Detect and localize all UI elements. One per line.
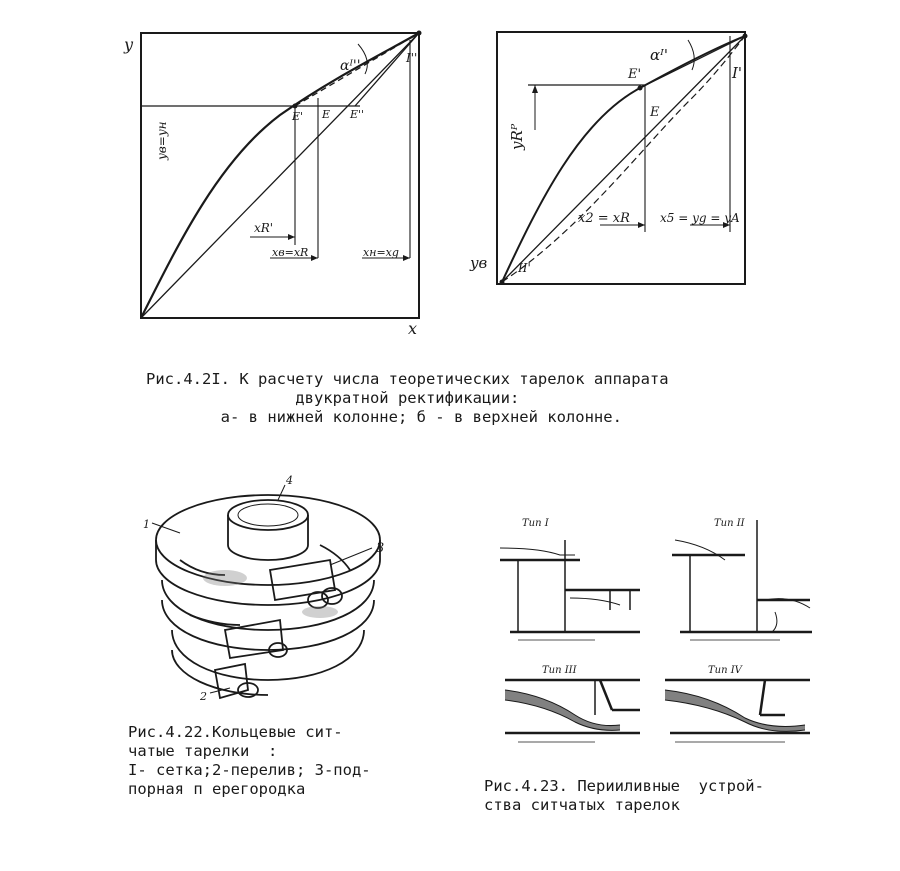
E-right-label: E	[650, 105, 660, 120]
y-axis-label: y	[124, 35, 134, 54]
yR-label: yRᴾ	[508, 123, 526, 150]
fig422-label-4: 4	[286, 474, 293, 487]
alpha-label: αᴵ''	[340, 58, 361, 74]
type-II-label: Тип II	[714, 518, 745, 529]
x2-label: x2 = xR	[578, 211, 630, 226]
xb-label: xв=xR	[272, 246, 309, 259]
type-I-label: Тип I	[522, 518, 549, 529]
fig422-label-3: 3	[376, 541, 385, 556]
yb-right-label: yв	[470, 254, 488, 272]
type-IV-label: Тип IV	[708, 665, 742, 676]
E1-label: E'	[292, 110, 304, 123]
xn-label: xн=xg	[363, 246, 399, 259]
xR-label: xR'	[254, 221, 274, 235]
type-III-label: Тип III	[542, 665, 577, 676]
E-label: E	[322, 108, 331, 121]
fig422-label-1: 1	[143, 518, 150, 531]
yb-label: yв=yн	[155, 121, 169, 160]
fig422-caption: Рис.4.22.Кольцевые сит- чатые тарелки : I- сетка;2-перелив; 3-под- порная п ерегородка	[128, 723, 371, 798]
E1-right-label: E'	[628, 67, 642, 82]
alpha-right-label: αᴵ'	[650, 46, 668, 64]
fig423-caption: Рис.4.23. Перииливные устрой- ства ситчатых тарелок	[484, 777, 764, 814]
point-I-label: I''	[406, 51, 418, 65]
x-axis-label: x	[408, 319, 418, 338]
point-I-right-label: I'	[732, 64, 743, 82]
E2-label: E''	[350, 108, 365, 121]
x5-label: x5 = yg = yA	[660, 211, 740, 225]
II-label: II'	[518, 261, 531, 275]
fig422-label-2: 2	[200, 690, 207, 703]
fig421-caption: Рис.4.2I. К расчету числа теоретических тарелок аппарата двукратной ректификации: а- в нижней колонне; б - в верхней колонне.	[146, 370, 669, 426]
